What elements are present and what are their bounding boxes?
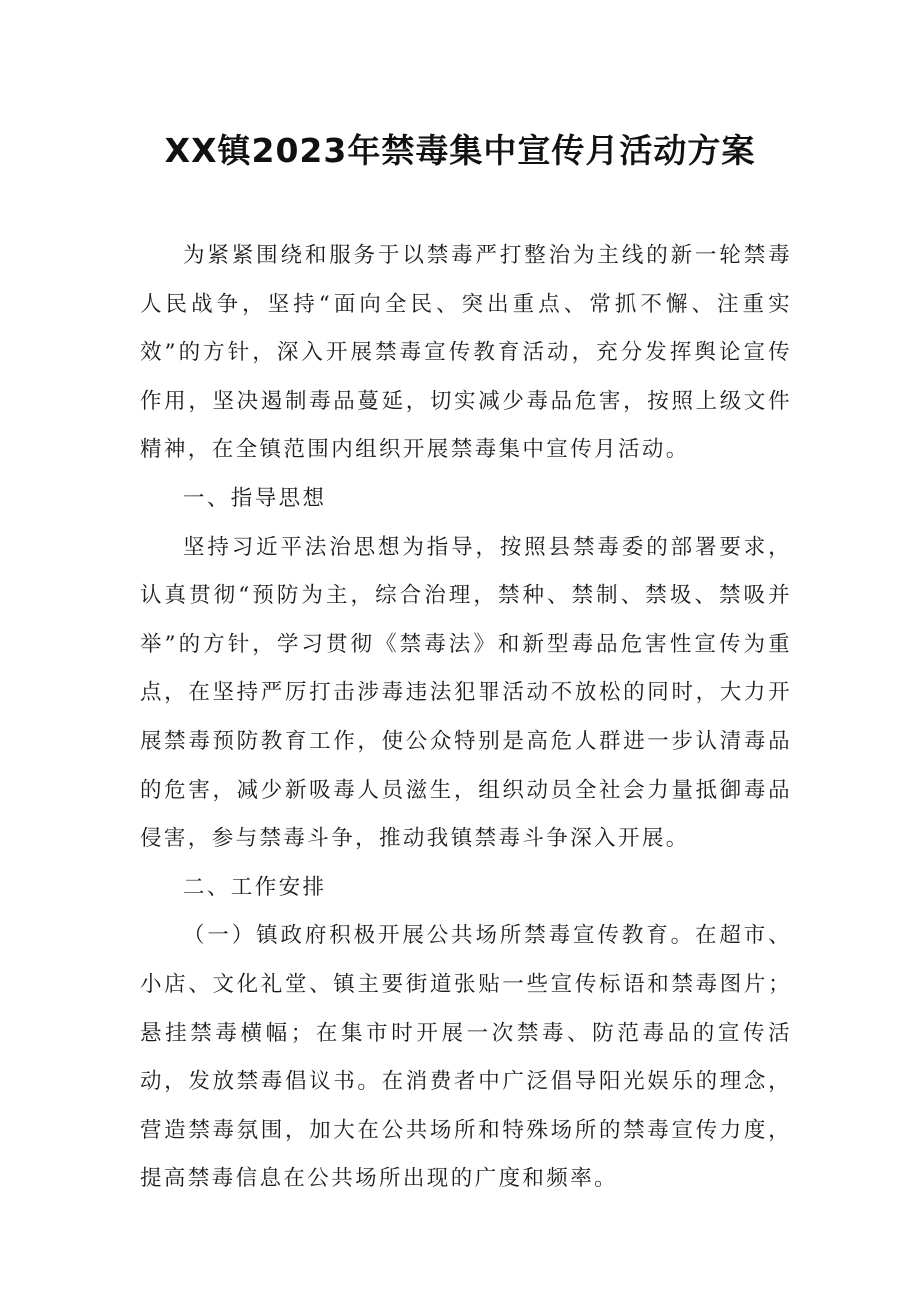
section-heading-work-arrangement: 二、工作安排 xyxy=(183,874,327,900)
document-title: XX镇2023年禁毒集中宣传月活动方案 xyxy=(164,131,756,170)
work-arrangement-item-1: （一）镇政府积极开展公共场所禁毒宣传教育。在超市、小店、文化礼堂、镇主要街道张贴一些宣传标语和禁毒图片；悬挂禁毒横幅；在集市时开展一次禁毒、防范毒品的宣传活动，发放禁毒倡议书。在消费者中广泛倡导阳光娱乐的理念，营造禁毒氛围，加大在公共场所和特殊场所的禁毒宣传力度，提高禁毒信息在公共场所出现的广度和频率。 xyxy=(140,923,792,1192)
intro-paragraph: 为紧紧围绕和服务于以禁毒严打整治为主线的新一轮禁毒人民战争，坚持“面向全民、突出重点、常抓不懈、注重实效”的方针，深入开展禁毒宣传教育活动，充分发挥舆论宣传作用，坚决遏制毒品蔓延，切实减少毒品危害，按照上级文件精神，在全镇范围内组织开展禁毒集中宣传月活动。 xyxy=(140,243,792,463)
document-body xyxy=(140,232,792,1204)
guiding-thought-paragraph: 坚持习近平法治思想为指导，按照县禁毒委的部署要求，认真贯彻“预防为主，综合治理，禁种、禁制、禁圾、禁吸并举”的方针，学习贯彻《禁毒法》和新型毒品危害性宣传为重点，在坚持严厉打击涉毒违法犯罪活动不放松的同时，大力开展禁毒预防教育工作，使公众特别是高危人群进一步认清毒品的危害，减少新吸毒人员滋生，组织动员全社会力量抵御毒品侵害，参与禁毒斗争，推动我镇禁毒斗争深入开展。 xyxy=(140,534,792,852)
section-heading-guiding-thought: 一、指导思想 xyxy=(183,485,327,511)
